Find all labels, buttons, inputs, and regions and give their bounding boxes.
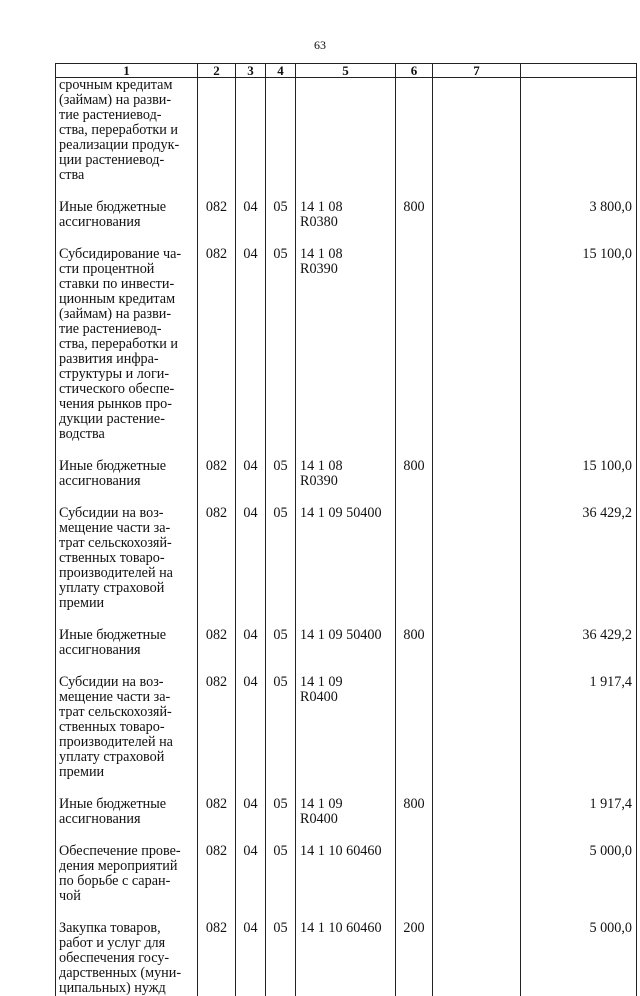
section-code-cell: 04 bbox=[236, 459, 266, 489]
spacer-cell bbox=[198, 904, 236, 921]
item-name-line: (займам) на разви- bbox=[59, 307, 195, 322]
item-name-line: премии bbox=[59, 596, 195, 611]
target-article-line: R0400 bbox=[300, 812, 393, 827]
ministry-code-cell: 082 bbox=[198, 247, 236, 442]
spacer-cell bbox=[433, 442, 521, 459]
subsection-code-cell: 05 bbox=[266, 200, 296, 230]
section-code-cell: 04 bbox=[236, 247, 266, 442]
spacer-cell bbox=[236, 827, 266, 844]
spacer-cell bbox=[296, 780, 396, 797]
spacer-cell bbox=[266, 658, 296, 675]
target-article-line: 14 1 09 50400 bbox=[300, 628, 393, 643]
column-header-6: 6 bbox=[396, 64, 433, 78]
item-name-line: (займам) на разви- bbox=[59, 93, 195, 108]
table-row bbox=[56, 247, 637, 442]
amount-cell: 5 000,0 bbox=[521, 921, 637, 996]
spacer-cell bbox=[236, 780, 266, 797]
item-name-line: трат сельскохозяй- bbox=[59, 536, 195, 551]
spacer-cell bbox=[56, 780, 198, 797]
spacer-cell bbox=[296, 827, 396, 844]
item-name-line: ассигнования bbox=[59, 474, 195, 489]
target-article-cell bbox=[296, 200, 396, 230]
target-article-line: R0390 bbox=[300, 474, 393, 489]
table-row bbox=[56, 78, 637, 184]
spacer-cell bbox=[236, 442, 266, 459]
spacer-cell bbox=[433, 827, 521, 844]
row-spacer bbox=[56, 442, 637, 459]
expense-type-cell bbox=[396, 675, 433, 780]
ministry-code-cell: 082 bbox=[198, 628, 236, 658]
item-name-line: производителей на bbox=[59, 566, 195, 581]
target-article-line: 14 1 09 bbox=[300, 797, 393, 812]
column-7-cell bbox=[433, 921, 521, 996]
spacer-cell bbox=[198, 780, 236, 797]
column-7-cell bbox=[433, 200, 521, 230]
spacer-cell bbox=[266, 230, 296, 247]
item-name-line: трат сельскохозяй- bbox=[59, 705, 195, 720]
expense-type-cell: 800 bbox=[396, 200, 433, 230]
spacer-cell bbox=[433, 183, 521, 200]
ministry-code-cell: 082 bbox=[198, 921, 236, 996]
item-name-line: ставки по инвести- bbox=[59, 277, 195, 292]
row-spacer bbox=[56, 611, 637, 628]
item-name-line: ассигнования bbox=[59, 215, 195, 230]
item-name-line: Обеспечение прове- bbox=[59, 844, 195, 859]
spacer-cell bbox=[521, 611, 637, 628]
spacer-cell bbox=[56, 904, 198, 921]
item-name-line: чой bbox=[59, 889, 195, 904]
section-code-cell: 04 bbox=[236, 844, 266, 904]
spacer-cell bbox=[433, 489, 521, 506]
item-name-line: ства bbox=[59, 168, 195, 183]
spacer-cell bbox=[521, 780, 637, 797]
budget-table bbox=[55, 63, 637, 996]
spacer-cell bbox=[266, 904, 296, 921]
spacer-cell bbox=[396, 658, 433, 675]
item-name-cell bbox=[56, 675, 198, 780]
spacer-cell bbox=[198, 827, 236, 844]
item-name-line: тие растениевод- bbox=[59, 322, 195, 337]
item-name-line: обеспечения госу- bbox=[59, 951, 195, 966]
amount-cell: 36 429,2 bbox=[521, 506, 637, 611]
spacer-cell bbox=[198, 611, 236, 628]
spacer-cell bbox=[396, 780, 433, 797]
table-row bbox=[56, 844, 637, 904]
table-row bbox=[56, 459, 637, 489]
ministry-code-cell: 082 bbox=[198, 459, 236, 489]
table-row bbox=[56, 675, 637, 780]
section-code-cell: 04 bbox=[236, 628, 266, 658]
spacer-cell bbox=[296, 489, 396, 506]
table-body bbox=[56, 78, 637, 996]
item-name-line: Субсидии на воз- bbox=[59, 506, 195, 521]
section-code-cell: 04 bbox=[236, 200, 266, 230]
spacer-cell bbox=[198, 489, 236, 506]
expense-type-cell bbox=[396, 78, 433, 184]
subsection-code-cell: 05 bbox=[266, 247, 296, 442]
item-name-line: сти процентной bbox=[59, 262, 195, 277]
target-article-cell bbox=[296, 921, 396, 996]
amount-cell: 1 917,4 bbox=[521, 675, 637, 780]
spacer-cell bbox=[56, 442, 198, 459]
item-name-line: чения рынков про- bbox=[59, 397, 195, 412]
amount-cell: 15 100,0 bbox=[521, 459, 637, 489]
spacer-cell bbox=[266, 611, 296, 628]
amount-cell: 3 800,0 bbox=[521, 200, 637, 230]
item-name-line: развития инфра- bbox=[59, 352, 195, 367]
spacer-cell bbox=[266, 780, 296, 797]
item-name-cell bbox=[56, 200, 198, 230]
spacer-cell bbox=[236, 489, 266, 506]
spacer-cell bbox=[433, 780, 521, 797]
target-article-cell bbox=[296, 78, 396, 184]
target-article-cell bbox=[296, 675, 396, 780]
ministry-code-cell: 082 bbox=[198, 675, 236, 780]
spacer-cell bbox=[396, 904, 433, 921]
target-article-line: 14 1 08 bbox=[300, 459, 393, 474]
subsection-code-cell: 05 bbox=[266, 844, 296, 904]
spacer-cell bbox=[236, 904, 266, 921]
subsection-code-cell bbox=[266, 78, 296, 184]
item-name-line: по борьбе с саран- bbox=[59, 874, 195, 889]
target-article-line: 14 1 08 bbox=[300, 200, 393, 215]
spacer-cell bbox=[521, 230, 637, 247]
ministry-code-cell: 082 bbox=[198, 200, 236, 230]
spacer-cell bbox=[296, 611, 396, 628]
spacer-cell bbox=[521, 904, 637, 921]
column-header-7: 7 bbox=[433, 64, 521, 78]
spacer-cell bbox=[198, 183, 236, 200]
column-7-cell bbox=[433, 247, 521, 442]
amount-cell: 15 100,0 bbox=[521, 247, 637, 442]
section-code-cell: 04 bbox=[236, 675, 266, 780]
subsection-code-cell: 05 bbox=[266, 628, 296, 658]
header-row bbox=[56, 64, 637, 78]
table-row bbox=[56, 797, 637, 827]
column-7-cell bbox=[433, 844, 521, 904]
spacer-cell bbox=[56, 658, 198, 675]
item-name-line: водства bbox=[59, 427, 195, 442]
item-name-line: мещение части за- bbox=[59, 690, 195, 705]
row-spacer bbox=[56, 780, 637, 797]
spacer-cell bbox=[521, 489, 637, 506]
spacer-cell bbox=[433, 611, 521, 628]
item-name-line: Иные бюджетные bbox=[59, 628, 195, 643]
column-7-cell bbox=[433, 797, 521, 827]
target-article-cell bbox=[296, 506, 396, 611]
amount-cell: 36 429,2 bbox=[521, 628, 637, 658]
item-name-line: ассигнования bbox=[59, 812, 195, 827]
target-article-line: 14 1 09 50400 bbox=[300, 506, 393, 521]
item-name-line: мещение части за- bbox=[59, 521, 195, 536]
item-name-line: структуры и логи- bbox=[59, 367, 195, 382]
subsection-code-cell: 05 bbox=[266, 921, 296, 996]
spacer-cell bbox=[433, 904, 521, 921]
target-article-line: 14 1 10 60460 bbox=[300, 921, 393, 936]
spacer-cell bbox=[296, 658, 396, 675]
spacer-cell bbox=[56, 611, 198, 628]
item-name-line: ственных товаро- bbox=[59, 720, 195, 735]
column-header-1: 1 bbox=[56, 64, 198, 78]
spacer-cell bbox=[296, 442, 396, 459]
spacer-cell bbox=[56, 827, 198, 844]
ministry-code-cell: 082 bbox=[198, 506, 236, 611]
spacer-cell bbox=[198, 442, 236, 459]
target-article-line: 14 1 10 60460 bbox=[300, 844, 393, 859]
item-name-line: дарственных (муни- bbox=[59, 966, 195, 981]
item-name-line: стического обеспе- bbox=[59, 382, 195, 397]
spacer-cell bbox=[56, 489, 198, 506]
target-article-cell bbox=[296, 844, 396, 904]
section-code-cell: 04 bbox=[236, 921, 266, 996]
item-name-line: ципальных) нужд bbox=[59, 981, 195, 996]
item-name-line: Субсидии на воз- bbox=[59, 675, 195, 690]
item-name-line: Иные бюджетные bbox=[59, 797, 195, 812]
item-name-line: ционным кредитам bbox=[59, 292, 195, 307]
target-article-line: R0400 bbox=[300, 690, 393, 705]
row-spacer bbox=[56, 230, 637, 247]
table-row bbox=[56, 200, 637, 230]
item-name-cell bbox=[56, 459, 198, 489]
spacer-cell bbox=[266, 442, 296, 459]
section-code-cell: 04 bbox=[236, 797, 266, 827]
table-row bbox=[56, 628, 637, 658]
spacer-cell bbox=[236, 611, 266, 628]
item-name-line: Иные бюджетные bbox=[59, 459, 195, 474]
spacer-cell bbox=[266, 183, 296, 200]
ministry-code-cell: 082 bbox=[198, 844, 236, 904]
item-name-line: Субсидирование ча- bbox=[59, 247, 195, 262]
column-header-2: 2 bbox=[198, 64, 236, 78]
ministry-code-cell: 082 bbox=[198, 797, 236, 827]
target-article-line: R0390 bbox=[300, 262, 393, 277]
table-row bbox=[56, 921, 637, 996]
target-article-cell bbox=[296, 459, 396, 489]
spacer-cell bbox=[396, 230, 433, 247]
item-name-line: дукции растение- bbox=[59, 412, 195, 427]
column-7-cell bbox=[433, 506, 521, 611]
item-name-cell bbox=[56, 844, 198, 904]
item-name-line: ства, переработки и bbox=[59, 337, 195, 352]
subsection-code-cell: 05 bbox=[266, 459, 296, 489]
row-spacer bbox=[56, 489, 637, 506]
spacer-cell bbox=[521, 658, 637, 675]
spacer-cell bbox=[396, 827, 433, 844]
item-name-line: премии bbox=[59, 765, 195, 780]
spacer-cell bbox=[56, 230, 198, 247]
item-name-line: ассигнования bbox=[59, 643, 195, 658]
item-name-cell bbox=[56, 78, 198, 184]
item-name-line: дения мероприятий bbox=[59, 859, 195, 874]
column-header-3: 3 bbox=[236, 64, 266, 78]
subsection-code-cell: 05 bbox=[266, 506, 296, 611]
expense-type-cell: 800 bbox=[396, 628, 433, 658]
item-name-line: тие растениевод- bbox=[59, 108, 195, 123]
item-name-line: Закупка товаров, bbox=[59, 921, 195, 936]
item-name-line: реализации продук- bbox=[59, 138, 195, 153]
spacer-cell bbox=[198, 230, 236, 247]
row-spacer bbox=[56, 658, 637, 675]
spacer-cell bbox=[296, 904, 396, 921]
spacer-cell bbox=[396, 183, 433, 200]
ministry-code-cell bbox=[198, 78, 236, 184]
item-name-line: ции растениевод- bbox=[59, 153, 195, 168]
spacer-cell bbox=[266, 827, 296, 844]
target-article-line: 14 1 09 bbox=[300, 675, 393, 690]
spacer-cell bbox=[396, 489, 433, 506]
target-article-cell bbox=[296, 628, 396, 658]
spacer-cell bbox=[296, 230, 396, 247]
item-name-cell bbox=[56, 506, 198, 611]
expense-type-cell: 200 bbox=[396, 921, 433, 996]
item-name-line: ственных товаро- bbox=[59, 551, 195, 566]
row-spacer bbox=[56, 183, 637, 200]
spacer-cell bbox=[236, 658, 266, 675]
amount-cell: 1 917,4 bbox=[521, 797, 637, 827]
spacer-cell bbox=[236, 230, 266, 247]
table-row bbox=[56, 506, 637, 611]
spacer-cell bbox=[396, 611, 433, 628]
item-name-line: ства, переработки и bbox=[59, 123, 195, 138]
item-name-line: срочным кредитам bbox=[59, 78, 195, 93]
subsection-code-cell: 05 bbox=[266, 675, 296, 780]
column-7-cell bbox=[433, 675, 521, 780]
column-7-cell bbox=[433, 628, 521, 658]
expense-type-cell bbox=[396, 247, 433, 442]
spacer-cell bbox=[236, 183, 266, 200]
spacer-cell bbox=[433, 658, 521, 675]
expense-type-cell bbox=[396, 844, 433, 904]
row-spacer bbox=[56, 827, 637, 844]
spacer-cell bbox=[521, 827, 637, 844]
target-article-line: R0380 bbox=[300, 215, 393, 230]
expense-type-cell: 800 bbox=[396, 459, 433, 489]
item-name-cell bbox=[56, 797, 198, 827]
subsection-code-cell: 05 bbox=[266, 797, 296, 827]
amount-cell bbox=[521, 78, 637, 184]
expense-type-cell: 800 bbox=[396, 797, 433, 827]
expense-type-cell bbox=[396, 506, 433, 611]
spacer-cell bbox=[521, 183, 637, 200]
item-name-line: Иные бюджетные bbox=[59, 200, 195, 215]
target-article-cell bbox=[296, 247, 396, 442]
row-spacer bbox=[56, 904, 637, 921]
item-name-line: уплату страховой bbox=[59, 750, 195, 765]
spacer-cell bbox=[396, 442, 433, 459]
item-name-cell bbox=[56, 247, 198, 442]
spacer-cell bbox=[56, 183, 198, 200]
section-code-cell: 04 bbox=[236, 506, 266, 611]
target-article-cell bbox=[296, 797, 396, 827]
page-number: 63 bbox=[0, 38, 640, 53]
target-article-line: 14 1 08 bbox=[300, 247, 393, 262]
item-name-line: работ и услуг для bbox=[59, 936, 195, 951]
spacer-cell bbox=[198, 658, 236, 675]
column-header-8 bbox=[521, 64, 637, 78]
column-header-5: 5 bbox=[296, 64, 396, 78]
spacer-cell bbox=[433, 230, 521, 247]
column-header-4: 4 bbox=[266, 64, 296, 78]
item-name-line: уплату страховой bbox=[59, 581, 195, 596]
spacer-cell bbox=[521, 442, 637, 459]
column-7-cell bbox=[433, 78, 521, 184]
amount-cell: 5 000,0 bbox=[521, 844, 637, 904]
item-name-line: производителей на bbox=[59, 735, 195, 750]
item-name-cell bbox=[56, 921, 198, 996]
item-name-cell bbox=[56, 628, 198, 658]
section-code-cell bbox=[236, 78, 266, 184]
spacer-cell bbox=[266, 489, 296, 506]
spacer-cell bbox=[296, 183, 396, 200]
column-7-cell bbox=[433, 459, 521, 489]
